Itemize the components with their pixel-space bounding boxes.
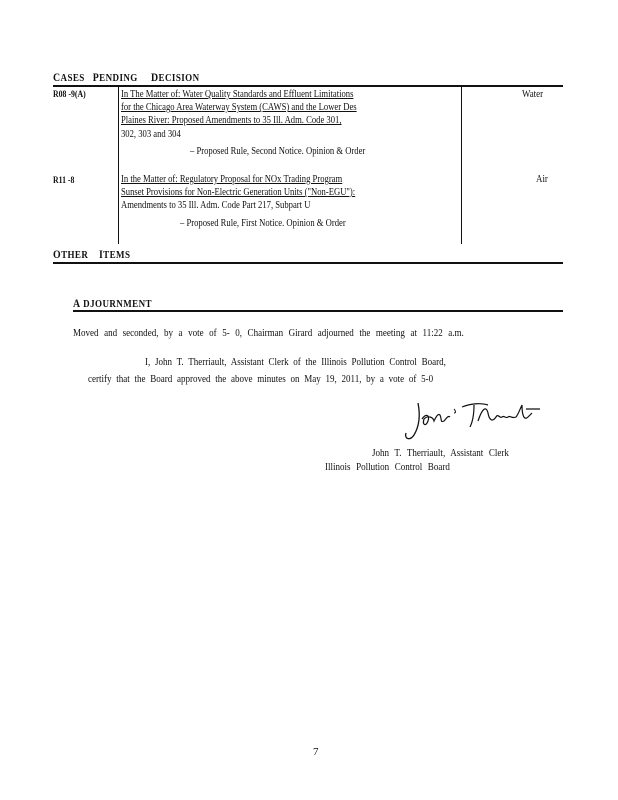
adjournment-rule (73, 310, 563, 312)
case-description-line: Plaines River: Proposed Amendments to 35 Ill. Adm. Code 301, (121, 115, 342, 127)
case-description-line: 302, 303 and 304 (121, 128, 181, 140)
signature-image (400, 395, 550, 445)
other-items-heading: OTHER ITEMS (53, 247, 131, 261)
case-action: – Proposed Rule, First Notice. Opinion & Order (180, 218, 346, 229)
table-column-divider-right (461, 86, 462, 244)
page-number: 7 (313, 746, 319, 758)
case-description-line: Sunset Provisions for Non-Electric Generation Units ("Non-EGU"): (121, 187, 356, 199)
signer-organization: Illinois Pollution Control Board (325, 461, 450, 473)
case-description (121, 88, 357, 141)
other-items-rule (53, 262, 563, 264)
case-description-line: for the Chicago Area Waterway System (CAWS) and the Lower Des (121, 102, 357, 114)
case-description-line: In the Matter of: Regulatory Proposal for NOx Trading Program (121, 174, 343, 185)
case-description-line: Amendments to 35 Ill. Adm. Code Part 217, Subpart U (121, 200, 311, 212)
adjournment-text: Moved and seconded, by a vote of 5- 0, Chairman Girard adjourned the meeting at 11:22 a.m. (73, 327, 464, 339)
case-action: – Proposed Rule, Second Notice. Opinion & Order (190, 146, 366, 157)
case-id: R08 -9(A) (53, 90, 86, 100)
case-id: R11 -8 (53, 176, 75, 186)
case-description-line: In The Matter of: Water Quality Standards and Effluent Limitations (121, 89, 354, 100)
signer-name-title: John T. Therriault, Assistant Clerk (372, 447, 509, 459)
adjournment-heading: A DJOURNMENT (73, 296, 152, 310)
cases-pending-decision-heading: CASES PENDING DECISION (53, 70, 200, 84)
case-media: Water (522, 89, 544, 100)
certification-line-2: certify that the Board approved the above minutes on May 19, 2011, by a vote of 5-0 (88, 373, 434, 385)
table-top-rule (53, 85, 563, 87)
certification-line-1: I, John T. Therriault, Assistant Clerk of the Illinois Pollution Control Board, (145, 356, 446, 368)
case-description (121, 173, 355, 213)
case-media: Air (536, 174, 548, 185)
table-column-divider-left (118, 86, 119, 244)
